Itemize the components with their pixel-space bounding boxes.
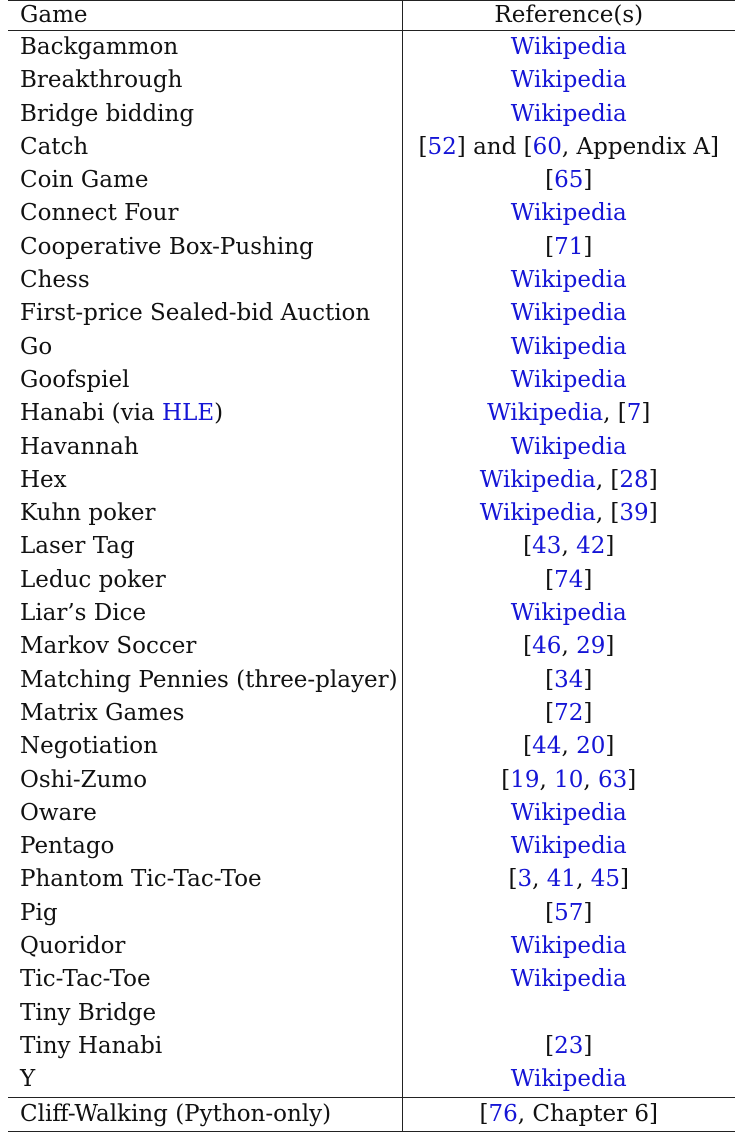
reference-link-wikipedia[interactable]: Wikipedia <box>510 600 627 627</box>
game-cell <box>8 497 402 530</box>
game-name-text: Pig <box>20 899 58 926</box>
table-row <box>8 331 735 364</box>
reference-link-45[interactable]: 45 <box>590 866 620 893</box>
reference-cell <box>402 464 735 497</box>
table-row <box>8 464 735 497</box>
reference-cell <box>402 830 735 863</box>
table-header-row <box>8 0 735 31</box>
reference-cell <box>402 1030 735 1063</box>
reference-text: ] <box>583 666 593 693</box>
game-cell <box>8 1063 402 1097</box>
table-row <box>8 98 735 131</box>
reference-cell <box>402 197 735 230</box>
reference-text: , Chapter 6] <box>517 1100 658 1127</box>
reference-link-10[interactable]: 10 <box>554 766 584 793</box>
game-name-text: Connect Four <box>20 200 179 227</box>
table-row <box>8 630 735 663</box>
game-cell <box>8 164 402 197</box>
reference-link-7[interactable]: 7 <box>626 400 642 427</box>
game-name-text: Cliff-Walking (Python-only) <box>20 1100 332 1127</box>
table-row <box>8 1063 735 1097</box>
reference-cell <box>402 930 735 963</box>
reference-link-20[interactable]: 20 <box>576 733 606 760</box>
reference-cell <box>402 897 735 930</box>
reference-cell <box>402 1063 735 1097</box>
table-row <box>8 497 735 530</box>
reference-cell <box>402 31 735 65</box>
reference-text: ] <box>627 766 637 793</box>
reference-link-46[interactable]: 46 <box>532 633 562 660</box>
games-reference-table <box>8 0 735 1132</box>
table-row <box>8 664 735 697</box>
game-cell <box>8 31 402 65</box>
reference-text: [ <box>523 533 533 560</box>
table-row <box>8 830 735 863</box>
game-name-text: Matrix Games <box>20 699 185 726</box>
game-cell <box>8 797 402 830</box>
reference-text: [ <box>545 666 555 693</box>
game-cell <box>8 397 402 430</box>
game-name-text: Tiny Hanabi <box>20 1032 163 1059</box>
game-cell <box>8 1030 402 1063</box>
table-row <box>8 31 735 65</box>
reference-text: , <box>561 733 577 760</box>
reference-cell <box>402 630 735 663</box>
reference-text: [ <box>545 167 555 194</box>
game-name-text: Cooperative Box-Pushing <box>20 233 314 260</box>
game-cell <box>8 264 402 297</box>
game-cell <box>8 730 402 763</box>
reference-text: , <box>539 766 555 793</box>
table-row <box>8 397 735 430</box>
reference-link-28[interactable]: 28 <box>619 466 649 493</box>
reference-link-wikipedia[interactable]: Wikipedia <box>510 300 627 327</box>
reference-cell <box>402 297 735 330</box>
reference-link-wikipedia[interactable]: Wikipedia <box>510 267 627 294</box>
game-cell <box>8 564 402 597</box>
reference-text: ] <box>648 500 658 527</box>
game-cell <box>8 997 402 1030</box>
reference-link-wikipedia[interactable]: Wikipedia <box>479 500 596 527</box>
reference-text: [ <box>545 233 555 260</box>
reference-cell <box>402 664 735 697</box>
game-name-text: Goofspiel <box>20 366 130 393</box>
reference-link-74[interactable]: 74 <box>554 566 584 593</box>
game-cell <box>8 64 402 97</box>
reference-link-19[interactable]: 19 <box>510 766 540 793</box>
game-name-text: Quoridor <box>20 933 126 960</box>
game-name-text: Leduc poker <box>20 566 166 593</box>
game-name-text: First-price Sealed-bid Auction <box>20 300 371 327</box>
table-row <box>8 164 735 197</box>
reference-link-wikipedia[interactable]: Wikipedia <box>510 433 627 460</box>
game-cell <box>8 930 402 963</box>
table-row <box>8 963 735 996</box>
reference-text: , Appendix A] <box>561 133 719 160</box>
reference-text: [ <box>523 633 533 660</box>
reference-link-71[interactable]: 71 <box>554 233 584 260</box>
table-row <box>8 264 735 297</box>
game-name-text: Oware <box>20 799 97 826</box>
reference-text: [ <box>545 566 555 593</box>
game-name-text: Laser Tag <box>20 533 135 560</box>
reference-link-wikipedia[interactable]: Wikipedia <box>510 100 627 127</box>
game-name-text: Matching Pennies (three-player) <box>20 666 398 693</box>
game-name-text: Markov Soccer <box>20 633 197 660</box>
game-cell <box>8 664 402 697</box>
reference-link-29[interactable]: 29 <box>576 633 606 660</box>
reference-cell <box>402 397 735 430</box>
reference-text: [ <box>545 899 555 926</box>
reference-cell <box>402 331 735 364</box>
reference-link-63[interactable]: 63 <box>598 766 628 793</box>
table-row <box>8 131 735 164</box>
game-cell <box>8 131 402 164</box>
reference-text: [ <box>418 133 428 160</box>
reference-cell <box>402 597 735 630</box>
table-row <box>8 530 735 563</box>
reference-link-wikipedia[interactable]: Wikipedia <box>510 799 627 826</box>
reference-link-wikipedia[interactable]: Wikipedia <box>510 67 627 94</box>
reference-link-39[interactable]: 39 <box>619 500 649 527</box>
game-name-text: Hex <box>20 466 67 493</box>
game-cell <box>8 830 402 863</box>
table-row <box>8 197 735 230</box>
reference-text: , <box>561 633 577 660</box>
game-cell <box>8 98 402 131</box>
table-row <box>8 764 735 797</box>
reference-link-23[interactable]: 23 <box>554 1032 584 1059</box>
game-name-text: Liar’s Dice <box>20 600 147 627</box>
reference-cell <box>402 98 735 131</box>
reference-text: [ <box>508 866 518 893</box>
table-row <box>8 597 735 630</box>
reference-link-43[interactable]: 43 <box>532 533 562 560</box>
reference-link-57[interactable]: 57 <box>554 899 584 926</box>
reference-cell <box>402 963 735 996</box>
game-cell <box>8 331 402 364</box>
reference-text: ] and [ <box>456 133 533 160</box>
reference-link-76[interactable]: 76 <box>488 1100 518 1127</box>
reference-text: ] <box>641 400 651 427</box>
table-row <box>8 1097 735 1131</box>
reference-link-65[interactable]: 65 <box>554 167 584 194</box>
game-name-text: Breakthrough <box>20 67 183 94</box>
reference-text: , [ <box>603 400 627 427</box>
game-cell <box>8 1097 402 1131</box>
reference-text: , <box>561 533 577 560</box>
reference-text: [ <box>523 733 533 760</box>
reference-link-hle[interactable]: HLE <box>162 400 215 427</box>
game-cell <box>8 897 402 930</box>
reference-link-41[interactable]: 41 <box>546 866 577 893</box>
header-references: Reference(s) <box>402 0 735 31</box>
reference-cell <box>402 564 735 597</box>
game-name-text: Phantom Tic-Tac-Toe <box>20 866 262 893</box>
table-row <box>8 564 735 597</box>
header-game: Game <box>8 0 402 31</box>
reference-cell <box>402 64 735 97</box>
game-name-text: Chess <box>20 267 90 294</box>
table-row <box>8 797 735 830</box>
reference-cell <box>402 764 735 797</box>
reference-cell <box>402 697 735 730</box>
reference-text: , <box>532 866 547 893</box>
game-cell <box>8 431 402 464</box>
reference-link-wikipedia[interactable]: Wikipedia <box>510 200 627 227</box>
game-name-text: Hanabi (via <box>20 400 163 427</box>
game-cell <box>8 764 402 797</box>
table-body <box>8 31 735 1132</box>
table-row <box>8 1030 735 1063</box>
reference-link-wikipedia[interactable]: Wikipedia <box>510 1066 627 1093</box>
reference-text: , [ <box>595 466 620 493</box>
reference-link-52[interactable]: 52 <box>427 133 457 160</box>
reference-link-72[interactable]: 72 <box>554 699 584 726</box>
game-name-text: Y <box>20 1066 36 1093</box>
reference-cell <box>402 264 735 297</box>
game-cell <box>8 231 402 264</box>
table-row <box>8 863 735 896</box>
game-cell <box>8 630 402 663</box>
reference-cell <box>402 863 735 896</box>
game-name-text: Backgammon <box>20 34 179 60</box>
reference-text: ] <box>648 466 658 493</box>
reference-text: [ <box>501 766 511 793</box>
reference-cell <box>402 131 735 164</box>
game-name-text: Go <box>20 333 53 360</box>
game-name-text: ) <box>214 400 224 427</box>
game-name-text: Coin Game <box>20 167 149 194</box>
reference-link-wikipedia[interactable]: Wikipedia <box>487 400 604 427</box>
reference-link-wikipedia[interactable]: Wikipedia <box>510 34 627 60</box>
game-name-text: Catch <box>20 133 89 160</box>
game-name-text: Negotiation <box>20 733 158 760</box>
reference-text: ] <box>605 733 615 760</box>
reference-text: [ <box>545 1032 555 1059</box>
table-row <box>8 64 735 97</box>
game-name-text: Oshi-Zumo <box>20 766 148 793</box>
reference-link-wikipedia[interactable]: Wikipedia <box>479 466 596 493</box>
reference-text: , <box>576 866 591 893</box>
reference-link-wikipedia[interactable]: Wikipedia <box>510 933 627 960</box>
reference-text: ] <box>583 1032 593 1059</box>
reference-cell <box>402 164 735 197</box>
reference-link-44[interactable]: 44 <box>532 733 562 760</box>
table-row <box>8 730 735 763</box>
table-row <box>8 297 735 330</box>
game-cell <box>8 597 402 630</box>
game-cell <box>8 697 402 730</box>
table-row <box>8 431 735 464</box>
game-cell <box>8 297 402 330</box>
game-cell <box>8 963 402 996</box>
table-row <box>8 364 735 397</box>
game-name-text: Pentago <box>20 833 115 860</box>
table-row <box>8 930 735 963</box>
reference-text: ] <box>583 899 593 926</box>
reference-text: ] <box>583 167 593 194</box>
table-row <box>8 697 735 730</box>
table-row <box>8 897 735 930</box>
reference-link-wikipedia[interactable]: Wikipedia <box>510 366 627 393</box>
reference-text: , [ <box>595 500 620 527</box>
reference-link-60[interactable]: 60 <box>532 133 562 160</box>
game-cell <box>8 464 402 497</box>
reference-text: , <box>583 766 599 793</box>
reference-text: ] <box>619 866 629 893</box>
reference-text: ] <box>583 699 593 726</box>
reference-text: ] <box>583 566 593 593</box>
table-row <box>8 997 735 1030</box>
reference-cell <box>402 364 735 397</box>
game-name-text: Tiny Bridge <box>20 999 157 1026</box>
reference-cell <box>402 231 735 264</box>
reference-cell <box>402 1097 735 1131</box>
game-name-text: Tic-Tac-Toe <box>20 966 151 993</box>
games-table-wrapper <box>8 0 735 1132</box>
game-cell <box>8 863 402 896</box>
reference-cell <box>402 797 735 830</box>
reference-text: ] <box>583 233 593 260</box>
reference-link-42[interactable]: 42 <box>576 533 606 560</box>
game-name-text: Bridge bidding <box>20 100 195 127</box>
reference-link-wikipedia[interactable]: Wikipedia <box>510 833 627 860</box>
reference-link-wikipedia[interactable]: Wikipedia <box>510 333 627 360</box>
table-row <box>8 231 735 264</box>
reference-link-34[interactable]: 34 <box>554 666 584 693</box>
game-name-text: Kuhn poker <box>20 500 156 527</box>
game-cell <box>8 197 402 230</box>
reference-cell <box>402 730 735 763</box>
game-cell <box>8 364 402 397</box>
reference-cell <box>402 530 735 563</box>
reference-link-wikipedia[interactable]: Wikipedia <box>510 966 627 993</box>
reference-text: [ <box>479 1100 489 1127</box>
reference-text: [ <box>545 699 555 726</box>
reference-cell <box>402 997 735 1030</box>
reference-cell <box>402 431 735 464</box>
game-cell <box>8 530 402 563</box>
reference-cell <box>402 497 735 530</box>
game-name-text: Havannah <box>20 433 139 460</box>
reference-text: ] <box>605 633 615 660</box>
reference-text: ] <box>605 533 615 560</box>
reference-link-3[interactable]: 3 <box>517 866 533 893</box>
